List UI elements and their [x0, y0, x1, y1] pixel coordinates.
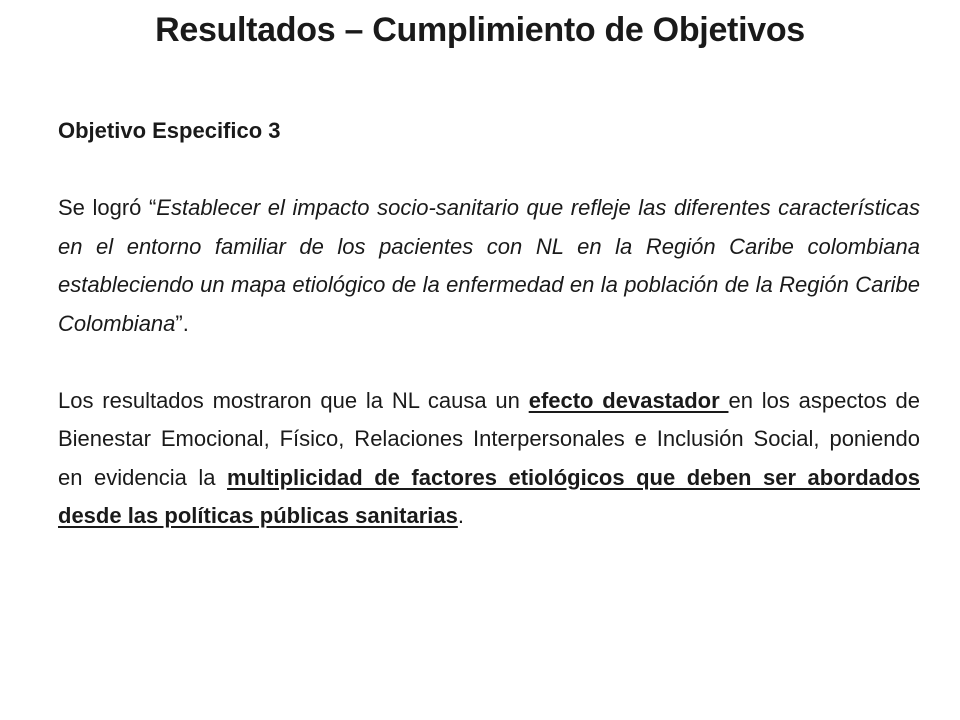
- results-text-2: en los aspectos de Bienestar Emocional, Físico, Relaciones Interpersonales e Inclusión Social, poniendo en evidencia la: [58, 387, 920, 490]
- results-text-1: Los resultados mostraron que la NL causa un: [58, 387, 529, 413]
- spacer: [58, 151, 920, 190]
- objective-statement: [58, 189, 920, 343]
- emphasis-effect: efecto devastador: [528, 387, 729, 413]
- results-text-3: .: [457, 503, 464, 528]
- statement-closing: ”.: [175, 310, 189, 336]
- statement-intro: Se logró “: [58, 195, 157, 220]
- slide-title: Resultados – Cumplimiento de Objetivos: [155, 11, 805, 49]
- spacer: [58, 343, 920, 382]
- objective-quote: Establecer el impacto socio-sanitario que refleje las diferentes características en el entorno familiar de los pacientes con NL en la Región Caribe colombiana estableciendo un mapa etiológico de la enfermedad en la población de la Región Caribe Colombiana: [58, 195, 920, 336]
- objective-heading: Objetivo Especifico 3: [58, 118, 281, 143]
- emphasis-factors: multiplicidad de factores etiológicos que deben ser abordados desde las políticas públicas sanitarias: [58, 464, 920, 528]
- slide-body: [58, 112, 920, 536]
- results-paragraph: [58, 382, 920, 536]
